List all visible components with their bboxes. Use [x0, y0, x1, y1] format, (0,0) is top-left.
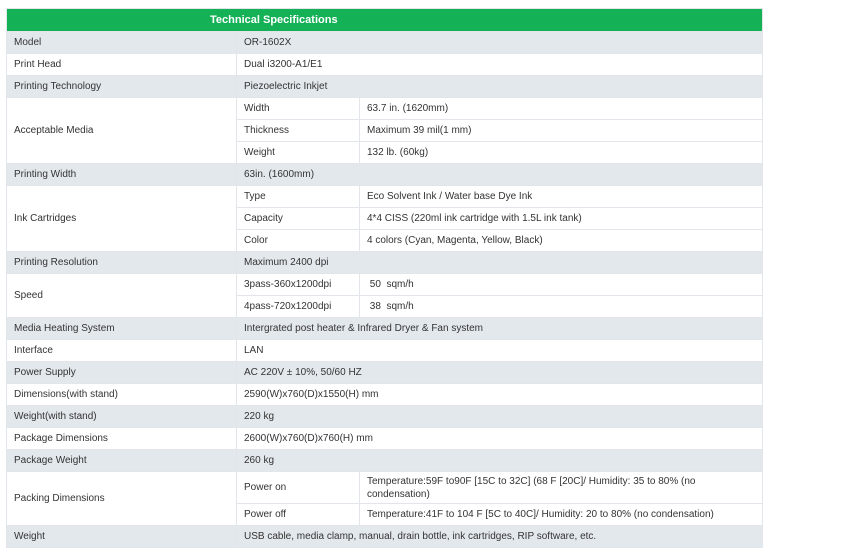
sub-label: Color — [237, 230, 360, 252]
sub-label: Type — [237, 186, 360, 208]
row-label: Media Heating System — [7, 318, 237, 340]
row-value: OR-1602X — [237, 32, 763, 54]
table-row — [7, 406, 763, 428]
row-value: 220 kg — [237, 406, 763, 428]
sub-value: 50 sqm/h — [360, 274, 763, 296]
table-row — [7, 526, 763, 548]
row-value: Dual i3200-A1/E1 — [237, 54, 763, 76]
row-label: Package Dimensions — [7, 428, 237, 450]
table-row — [7, 164, 763, 186]
row-value: Intergrated post heater & Infrared Dryer & Fan system — [237, 318, 763, 340]
row-value: LAN — [237, 340, 763, 362]
sub-value: 4 colors (Cyan, Magenta, Yellow, Black) — [360, 230, 763, 252]
row-value: Maximum 2400 dpi — [237, 252, 763, 274]
row-label: Packing Dimensions — [7, 472, 237, 526]
table-row — [7, 186, 763, 208]
sub-value: 63.7 in. (1620mm) — [360, 98, 763, 120]
row-label: Weight — [7, 526, 237, 548]
table-title: Technical Specifications — [7, 9, 763, 32]
sub-label: 3pass-360x1200dpi — [237, 274, 360, 296]
row-value: 2590(W)x760(D)x1550(H) mm — [237, 384, 763, 406]
row-value: 260 kg — [237, 450, 763, 472]
row-value: AC 220V ± 10%, 50/60 HZ — [237, 362, 763, 384]
sub-label: Width — [237, 98, 360, 120]
sub-value: 132 lb. (60kg) — [360, 142, 763, 164]
row-label: Speed — [7, 274, 237, 318]
row-label: Package Weight — [7, 450, 237, 472]
row-label: Power Supply — [7, 362, 237, 384]
sub-label: Power on — [237, 472, 360, 504]
row-label: Printing Width — [7, 164, 237, 186]
sub-label: Thickness — [237, 120, 360, 142]
row-value: Piezoelectric Inkjet — [237, 76, 763, 98]
row-label: Weight(with stand) — [7, 406, 237, 428]
row-label: Printing Technology — [7, 76, 237, 98]
row-value: 63in. (1600mm) — [237, 164, 763, 186]
table-row — [7, 428, 763, 450]
table-row — [7, 274, 763, 296]
row-label: Ink Cartridges — [7, 186, 237, 252]
row-value: 2600(W)x760(D)x760(H) mm — [237, 428, 763, 450]
sub-value: Maximum 39 mil(1 mm) — [360, 120, 763, 142]
table-row — [7, 384, 763, 406]
sub-value: 4*4 CISS (220ml ink cartridge with 1.5L ink tank) — [360, 208, 763, 230]
sub-label: 4pass-720x1200dpi — [237, 296, 360, 318]
table-row — [7, 76, 763, 98]
table-row — [7, 252, 763, 274]
sub-value: Eco Solvent Ink / Water base Dye Ink — [360, 186, 763, 208]
table-row — [7, 54, 763, 76]
table-row — [7, 450, 763, 472]
sub-value: Temperature:41F to 104 F [5C to 40C]/ Humidity: 20 to 80% (no condensation) — [360, 504, 763, 526]
table-row — [7, 362, 763, 384]
row-label: Dimensions(with stand) — [7, 384, 237, 406]
sub-label: Capacity — [237, 208, 360, 230]
table-row — [7, 98, 763, 120]
sub-label: Power off — [237, 504, 360, 526]
row-label: Acceptable Media — [7, 98, 237, 164]
table-row — [7, 340, 763, 362]
table-row — [7, 32, 763, 54]
spec-table — [6, 8, 763, 548]
table-header-row — [7, 9, 763, 32]
table-row — [7, 472, 763, 504]
sub-value: 38 sqm/h — [360, 296, 763, 318]
sub-value: Temperature:59F to90F [15C to 32C] (68 F [20C]/ Humidity: 35 to 80% (no condensation) — [360, 472, 763, 504]
row-label: Model — [7, 32, 237, 54]
row-value: USB cable, media clamp, manual, drain bottle, ink cartridges, RIP software, etc. — [237, 526, 763, 548]
row-label: Printing Resolution — [7, 252, 237, 274]
row-label: Interface — [7, 340, 237, 362]
sub-label: Weight — [237, 142, 360, 164]
table-row — [7, 318, 763, 340]
row-label: Print Head — [7, 54, 237, 76]
